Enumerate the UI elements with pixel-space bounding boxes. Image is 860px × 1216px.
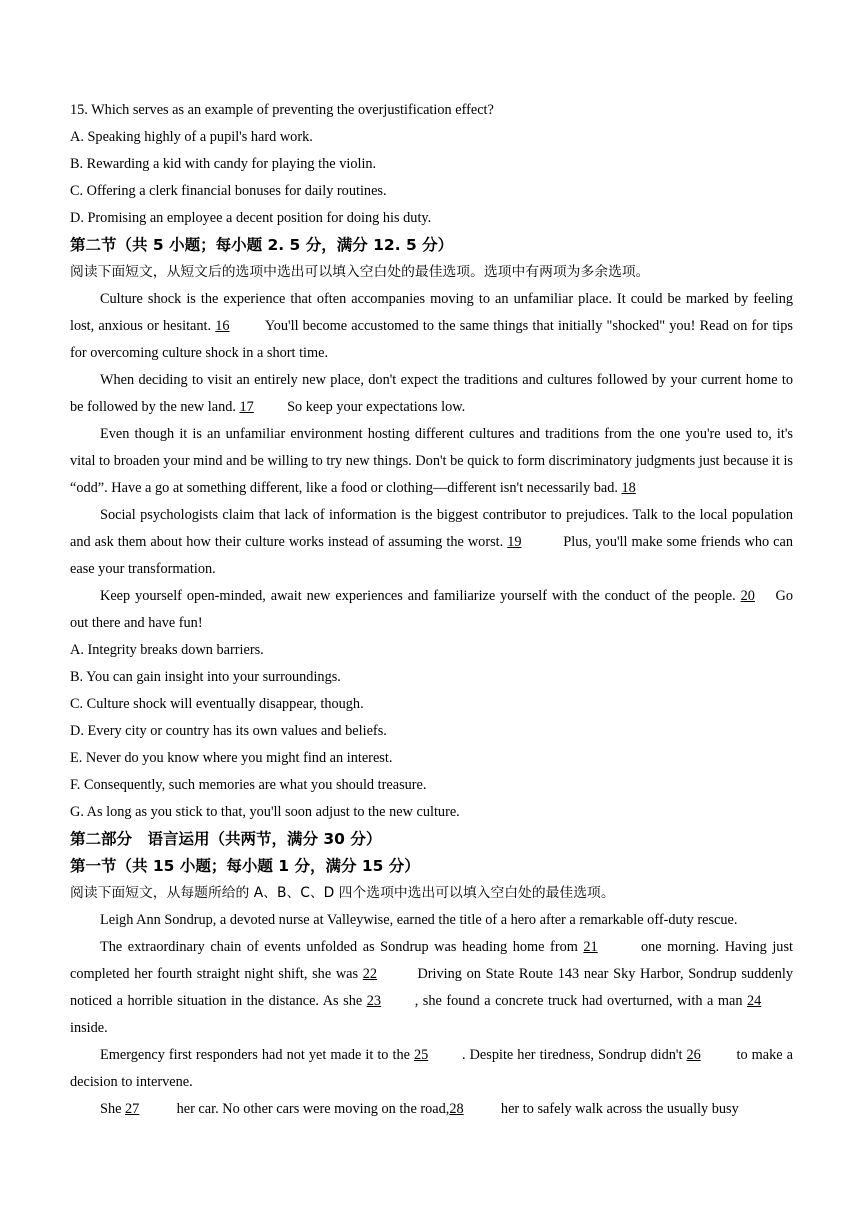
paragraph-text: Culture shock is the experience that often accompanies moving to an unfamiliar place. It could be marked by feeling lost, anxious or hesitant. (70, 291, 793, 334)
passage-paragraph-1 (70, 286, 793, 367)
page-content (70, 97, 793, 1123)
blank-19: 19 (507, 534, 522, 550)
blank-25: 25 (413, 1047, 429, 1063)
question-15-option-b: B. Rewarding a kid with candy for playing the violin. (70, 156, 377, 172)
section-2-option-e: E. Never do you know where you might find an interest. (70, 750, 393, 766)
paragraph-text: Plus, you'll make some friends who can ease your transformation. (70, 534, 793, 577)
blank-17: 17 (239, 399, 254, 415)
section-2-option-f: F. Consequently, such memories are what you should treasure. (70, 777, 427, 793)
blank-23: 23 (366, 993, 381, 1009)
paragraph-text: So keep your expectations low. (283, 399, 466, 415)
question-15-stem: 15. Which serves as an example of preventing the overjustification effect? (70, 102, 494, 118)
section-2-option-d: D. Every city or country has its own values and beliefs. (70, 723, 387, 739)
paragraph-text: The extraordinary chain of events unfolded as Sondrup was heading home from (100, 939, 584, 955)
part-2-heading: 第二部分 语言运用（共两节，满分 30 分） (70, 830, 382, 848)
section-1-heading: 第一节（共 15 小题；每小题 1 分，满分 15 分） (70, 857, 420, 875)
cloze-paragraph-2 (70, 934, 793, 1042)
paragraph-text: one morning. Having just completed her fourth straight night shift, she was (70, 939, 793, 982)
blank-20: 20 (740, 588, 755, 604)
blank-22: 22 (362, 966, 378, 982)
blank-16: 16 (215, 318, 230, 334)
paragraph-text: . Despite her tiredness, Sondrup didn't (461, 1047, 687, 1063)
section-2-option-g: G. As long as you stick to that, you'll soon adjust to the new culture. (70, 804, 460, 820)
question-15-option-a: A. Speaking highly of a pupil's hard work. (70, 129, 313, 145)
section-2-option-a: A. Integrity breaks down barriers. (70, 642, 264, 658)
paragraph-text: Even though it is an unfamiliar environment hosting different cultures and traditions from the one you're used to, it's vital to broaden your mind and be willing to try new things. Don't be quick to form discriminatory judgments just because it is “odd”. Have a go at something different, like a food or clothing—different isn't necessarily bad. (70, 426, 793, 496)
paragraph-text: Keep yourself open-minded, await new experiences and familiarize yourself with the conduct of the people. (100, 588, 741, 604)
passage-paragraph-2 (70, 367, 793, 421)
blank-26: 26 (686, 1047, 701, 1063)
paragraph-text: her to safely walk across the usually busy (497, 1101, 739, 1117)
section-2-option-c: C. Culture shock will eventually disappear, though. (70, 696, 364, 712)
paragraph-text: You'll become accustomed to the same things that initially "shocked" you! Read on for tips for overcoming culture shock in a short time. (70, 318, 793, 361)
section-1-instruction: 阅读下面短文，从每题所给的 A、B、C、D 四个选项中选出可以填入空白处的最佳选项。 (70, 885, 615, 901)
paragraph-text: inside. (70, 1020, 108, 1036)
paragraph-text: her car. No other cars were moving on the road, (173, 1101, 450, 1117)
blank-24: 24 (746, 993, 762, 1009)
paragraph-text: Leigh Ann Sondrup, a devoted nurse at Valleywise, earned the title of a hero after a remarkable off-duty rescue. (100, 912, 738, 928)
passage-paragraph-5 (70, 583, 793, 637)
cloze-paragraph-1 (70, 907, 793, 934)
blank-18: 18 (621, 480, 636, 496)
paragraph-text: She (100, 1101, 126, 1117)
question-15-option-c: C. Offering a clerk financial bonuses for daily routines. (70, 183, 387, 199)
paragraph-text: Emergency first responders had not yet made it to the (100, 1047, 414, 1063)
blank-27: 27 (125, 1101, 140, 1117)
passage-paragraph-3 (70, 421, 793, 502)
section-2-instruction: 阅读下面短文，从短文后的选项中选出可以填入空白处的最佳选项。选项中有两项为多余选项。 (70, 264, 650, 280)
cloze-paragraph-4 (70, 1096, 793, 1123)
paragraph-text: When deciding to visit an entirely new place, don't expect the traditions and cultures followed by your current home to be followed by the new land. (70, 372, 793, 415)
paragraph-text: Social psychologists claim that lack of information is the biggest contributor to prejudices. Talk to the local population and ask them about how their culture works instead of assuming the worst. (70, 507, 793, 550)
section-2-option-b: B. You can gain insight into your surroundings. (70, 669, 341, 685)
cloze-paragraph-3 (70, 1042, 793, 1096)
paragraph-text: Go out there and have fun! (70, 588, 793, 631)
section-2-heading: 第二节（共 5 小题；每小题 2. 5 分，满分 12. 5 分） (70, 236, 454, 254)
blank-21: 21 (583, 939, 598, 955)
paragraph-text: , she found a concrete truck had overturned, with a man (414, 993, 747, 1009)
paragraph-text: Driving on State Route 143 near Sky Harbor, Sondrup suddenly noticed a horrible situation in the distance. As she (70, 966, 793, 1009)
question-15-option-d: D. Promising an employee a decent position for doing his duty. (70, 210, 432, 226)
blank-28: 28 (449, 1101, 464, 1117)
paragraph-text: to make a decision to intervene. (70, 1047, 794, 1090)
passage-paragraph-4 (70, 502, 793, 583)
